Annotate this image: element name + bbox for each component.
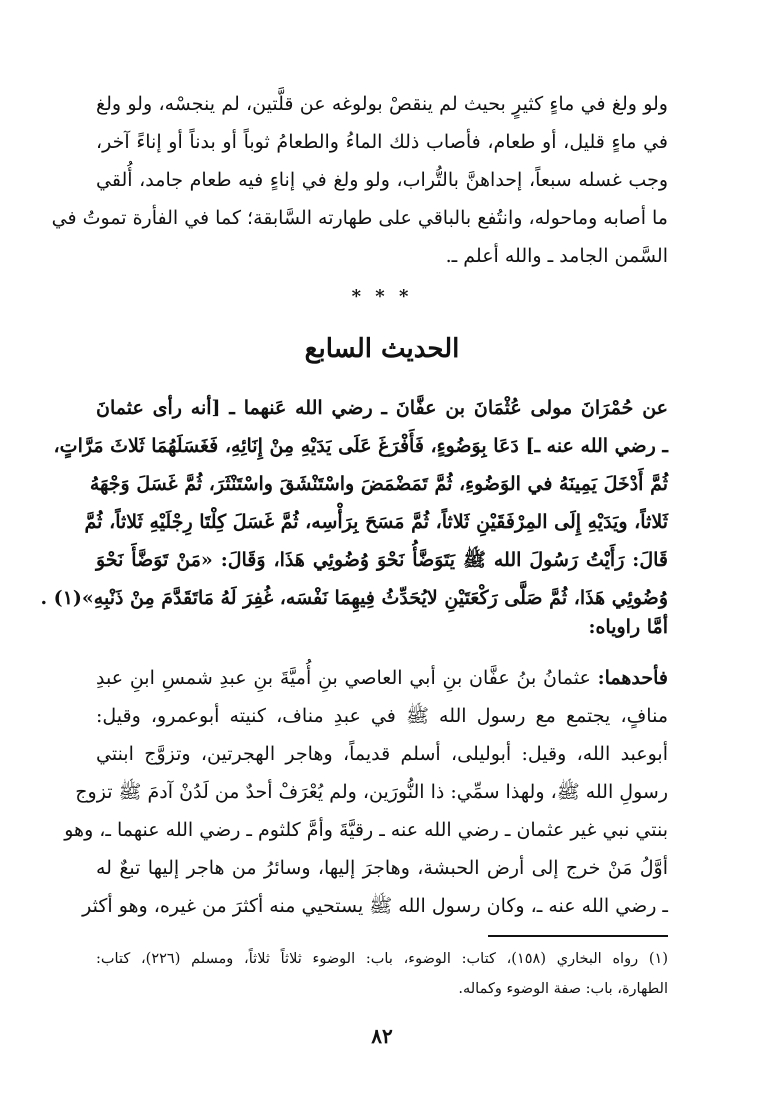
narrator-line: رسولِ الله ﷺ، ولهذا سمِّي: ذا النُّورَين، ولم يُعْرَفْ أحدٌ من لَدُنْ آدمَ ﷺ تزوج bbox=[75, 781, 668, 803]
narrator-line-first bbox=[96, 658, 668, 698]
book-page bbox=[40, 0, 668, 1106]
intro-line: في ماءٍ قليل، أو طعام، فأصاب ذلك الماءُ والطعامُ ثوباً أو بدناً أو إناءً آخر، bbox=[96, 131, 668, 153]
narrator-line-text: عثمانُ بنُ عفَّان بنِ أبي العاصي بنِ أُميَّةَ بنِ عبدِ شمسِ ابنِ عبدِ bbox=[96, 667, 591, 689]
section-title: الحديث السابع bbox=[304, 334, 460, 364]
intro-line: السَّمن الجامد ـ والله أعلم ـ. bbox=[445, 245, 668, 267]
intro-line: ولو ولغ في ماءٍ كثيرٍ بحيث لم ينقصْ بولوغه عن قلَّتين، لم ينجسْه، ولو ولغ bbox=[96, 93, 668, 115]
hadith-line: عن حُمْرَانَ مولى عُثْمَانَ بن عفَّانَ ـ رضي الله عَنهما ـ [أنه رأى عثمانَ bbox=[96, 397, 668, 419]
hadith-line: ـ رضي الله عنه ـ] دَعَا بِوَضُوءٍ، فَأَفْرَغَ عَلَى يَدَيْهِ مِنْ إِنَائِهِ، فَغَسَلَهُمَا ثَلاثَ مَرَّاتٍ، bbox=[53, 435, 668, 457]
narrators-heading: أمَّا راوياه: bbox=[588, 616, 668, 638]
hadith-line: ثَلاثاً، ويَدَيْهِ إِلَى المِرْفَقَيْنِ ثَلاثاً، ثُمَّ مَسَحَ بِرَأْسِه، ثُمَّ غَسَلَ كِلْتَا رِجْلَيْهِ ثَلاثاً، ثُمَّ bbox=[84, 511, 668, 533]
footnote-divider bbox=[488, 935, 668, 937]
hadith-line: ثُمَّ أَدْخَلَ يَمِينَهُ في الوَضُوءِ، ثُمَّ تَمَضْمَضَ واسْتَنْشَقَ واسْتَنْثَرَ، ثُمَّ غَسَلَ وَجْهَهُ bbox=[89, 473, 668, 495]
narrator-lead: فأحدهما: bbox=[597, 667, 668, 689]
hadith-line: قَالَ: رَأَيْتُ رَسُولَ الله ﷺ يَتَوَضَّأُ نَحْوَ وُضُوئِي هَذَا، وَقَالَ: «مَنْ تَوَضَّأَ نَحْوَ bbox=[96, 549, 668, 571]
narrator-line: منافٍ، يجتمع مع رسول الله ﷺ في عبدِ مناف، كنيته أبوعمرو، وقيل: bbox=[96, 705, 668, 727]
hadith-line: وُضُوئِي هَذَا، ثُمَّ صَلَّى رَكْعَتَيْنِ لايُحَدِّثُ فِيهِمَا نَفْسَه، غُفِرَ لَهُ مَاتَقَدَّمَ مِنْ ذَنْبِهِ»(١) . bbox=[40, 587, 668, 609]
page-number: ٨٢ bbox=[371, 1024, 393, 1048]
narrator-line: بنتي نبي غير عثمان ـ رضي الله عنه ـ رقيَّةَ وأمَّ كلثوم ـ رضي الله عنهما ـ، وهو bbox=[64, 819, 668, 841]
narrator-line: أوَّلُ مَنْ خرج إلى أرض الحبشة، وهاجرَ إليها، وسائرُ من هاجر إليها تبعٌ له bbox=[96, 857, 668, 879]
narrator-line: ـ رضي الله عنه ـ، وكان رسول الله ﷺ يستحيي منه أكثرَ من غيره، وهو أكثر bbox=[82, 895, 668, 917]
narrator-line: أبوعبد الله، وقيل: أبوليلى، أسلم قديماً، وهاجر الهجرتين، وتزوَّج ابنتي bbox=[96, 743, 668, 765]
intro-line: ما أصابه وماحوله، وانتُفع بالباقي على طهارته السَّابقة؛ كما في الفأرة تموتُ في bbox=[51, 207, 668, 229]
section-separator: * * * bbox=[351, 286, 413, 307]
intro-line: وجب غسله سبعاً، إحداهنَّ بالتُّراب، ولو ولغ في إناءٍ فيه طعام جامد، أُلقي bbox=[96, 169, 668, 191]
footnote-line: (١) رواه البخاري (١٥٨)، كتاب: الوضوء، باب: الوضوء ثلاثاً ثلاثاً، ومسلم (٢٢٦)، كتاب: bbox=[96, 951, 668, 967]
footnote-line: الطهارة، باب: صفة الوضوء وكماله. bbox=[458, 981, 668, 997]
